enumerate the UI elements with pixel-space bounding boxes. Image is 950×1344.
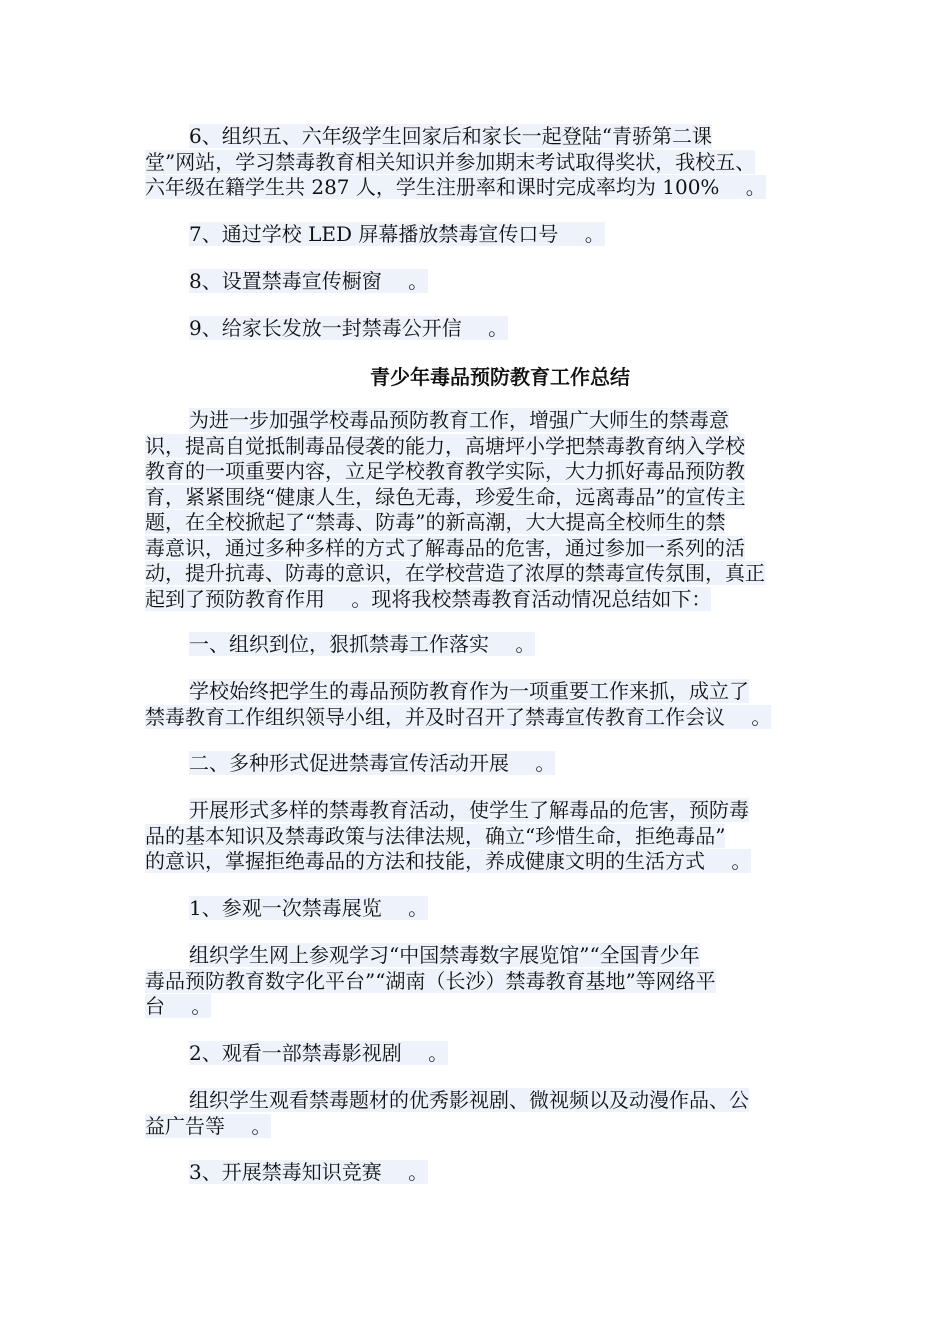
text-line: 6、组织五、六年级学生回家后和家长一起登陆“青骄第二课 [189,124,712,148]
text-line: 禁毒教育工作组织领导小组，并及时召开了禁毒宣传教育工作会议 。 [145,704,772,729]
page-title: 青少年毒品预防教育工作总结 [370,365,630,389]
sub-heading-3 [145,1160,810,1186]
text-line: 组织学生观看禁毒题材的优秀影视剧、微视频以及动漫作品、公 [189,1088,749,1112]
text-line: 开展形式多样的禁毒教育活动，使学生了解毒品的危害，预防毒 [189,798,749,822]
text-line: 动，提升抗毒、防毒的意识，在学校营造了浓厚的禁毒宣传氛围，真正 [145,561,765,585]
paragraph-intro [145,408,810,612]
text-line: 台 。 [145,994,212,1018]
sub-heading-1 [145,896,810,922]
section-heading-1 [145,632,810,658]
section-heading-2 [145,751,810,777]
paragraph-sub-1 [145,943,810,1020]
text-line: 学校始终把学生的毒品预防教育作为一项重要工作来抓，成立了 [189,679,749,703]
text-line: 毒意识，通过多种多样的方式了解毒品的危害，通过参加一系列的活 [145,535,745,560]
text-line: 六年级在籍学生共 287 人，学生注册率和课时完成率均为 100% 。 [145,175,766,199]
paragraph-item-7 [145,222,810,248]
paragraph-section-1 [145,679,810,730]
text-line: 2、观看一部禁毒影视剧 。 [189,1041,449,1065]
text-line: 8、设置禁毒宣传橱窗 。 [189,269,429,293]
text-line: 9、给家长发放一封禁毒公开信 。 [189,316,509,340]
text-line: 二、多种形式促进禁毒宣传活动开展 。 [189,751,556,775]
text-line: 识，提高自觉抵制毒品侵袭的能力，高塘坪小学把禁毒教育纳入学校 [145,433,745,458]
text-line: 3、开展禁毒知识竞赛 。 [189,1160,429,1184]
text-line: 起到了预防教育作用 。现将我校禁毒教育活动情况总结如下： [145,586,712,611]
text-line: 为进一步加强学校毒品预防教育工作，增强广大师生的禁毒意 [189,408,729,432]
paragraph-item-6 [145,124,810,201]
paragraph-section-2 [145,798,810,875]
text-line: 教育的一项重要内容，立足学校教育教学实际，大力抓好毒品预防教 [145,459,745,483]
text-line: 7、通过学校 LED 屏幕播放禁毒宣传口号 。 [189,222,605,246]
paragraph-item-8 [145,269,810,295]
paragraph-item-9 [145,316,810,342]
text-line: 毒品预防教育数字化平台”“湖南（长沙）禁毒教育基地”等网络平 [145,968,716,993]
text-line: 的意识，掌握拒绝毒品的方法和技能，养成健康文明的生活方式 。 [145,849,752,873]
text-line: 一、组织到位，狠抓禁毒工作落实 。 [189,632,536,656]
sub-heading-2 [145,1041,810,1067]
text-line: 1、参观一次禁毒展览 。 [189,896,429,920]
text-line: 组织学生网上参观学习“中国禁毒数字展览馆”“全国青少年 [189,943,700,967]
paragraph-sub-2 [145,1088,810,1139]
text-line: 育，紧紧围绕“健康人生，绿色无毒，珍爱生命，远离毒品”的宣传主 [145,484,746,509]
text-line: 堂”网站，学习禁毒教育相关知识并参加期末考试取得奖状，我校五、 [145,149,756,174]
text-line: 题，在全校掀起了“禁毒、防毒”的新高潮，大大提高全校师生的禁 [145,510,726,534]
text-line: 益广告等 。 [145,1113,272,1138]
text-line: 品的基本知识及禁毒政策与法律法规，确立“珍惜生命，拒绝毒品” [145,823,726,848]
